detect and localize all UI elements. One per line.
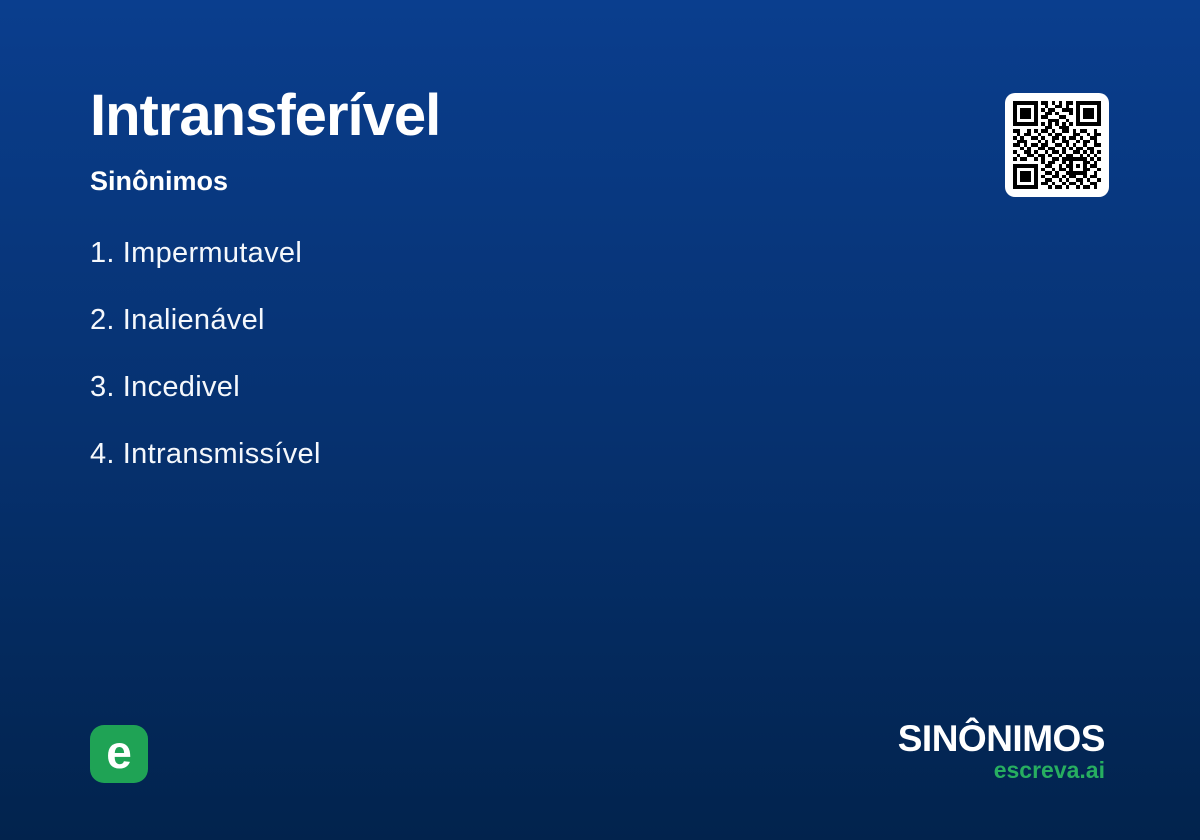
qr-pattern [1013, 101, 1101, 189]
list-item-word: Intransmissível [122, 438, 321, 470]
list-item-word: Incedivel [122, 371, 240, 403]
list-item-number: 2. [90, 304, 115, 336]
page-title: Intransferível [90, 83, 441, 148]
qr-code [1005, 93, 1109, 197]
logo-letter: e [106, 725, 132, 778]
subtitle: Sinônimos [90, 166, 229, 196]
list-item-number: 3. [90, 371, 115, 403]
escreva-logo [90, 725, 148, 783]
list-item-word: Impermutavel [122, 237, 303, 269]
list-item [90, 305, 321, 335]
brand-name: SINÔNIMOS [897, 718, 1105, 759]
list-item [90, 238, 321, 268]
list-item-number: 1. [90, 237, 115, 269]
list-item [90, 439, 321, 469]
list-item-word: Inalienável [122, 304, 265, 336]
brand-block [898, 720, 1105, 782]
list-item [90, 372, 321, 402]
brand-domain: escreva.ai [993, 757, 1105, 783]
list-item-number: 4. [90, 438, 115, 470]
synonyms-list [90, 238, 321, 506]
